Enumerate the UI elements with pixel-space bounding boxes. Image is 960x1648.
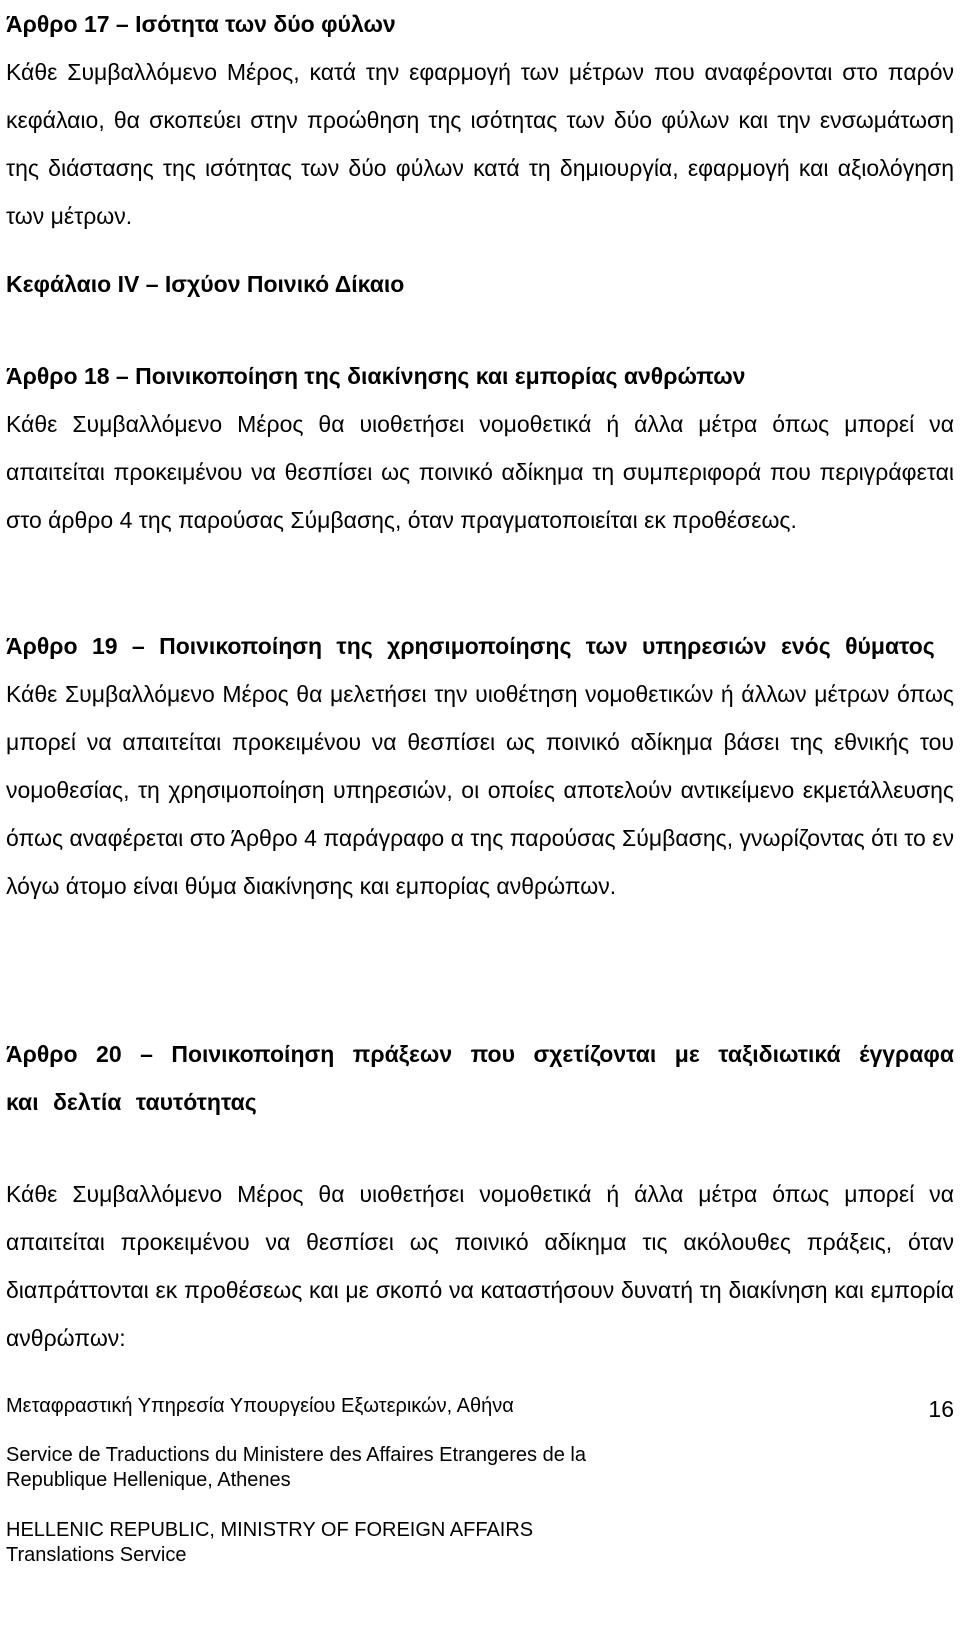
footer-greek-service: Μεταφραστική Υπηρεσία Υπουργείου Εξωτερικών, Αθήνα — [6, 1395, 514, 1417]
chapter-4-title: Κεφάλαιο IV – Ισχύον Ποινικό Δίκαιο — [6, 271, 405, 297]
article-17-body: Κάθε Συμβαλλόμενο Μέρος, κατά την εφαρμογή των μέτρων που αναφέρονται στο παρόν κεφάλαιο, θα σκοπεύει στην προώθηση της ισότητας των δύο φύλων και την ενσωμάτωση της διάστασης της ισότητας των δύο φύλων κατά τη δημιουργία, εφαρμογή και αξιολόγηση των μέτρων. — [6, 59, 954, 229]
article-17 — [6, 0, 954, 240]
footer-english-line-2: Translations Service — [6, 1544, 187, 1566]
page-number: 16 — [928, 1396, 954, 1422]
article-18-body: Κάθε Συμβαλλόμενο Μέρος θα υιοθετήσει νομοθετικά ή άλλα μέτρα όπως μπορεί να απαιτείται προκειμένου να θεσπίσει ως ποινικό αδίκημα τη συμπεριφορά που περιγράφεται στο άρθρο 4 της παρούσας Σύμβασης, όταν πραγματοποιείται εκ προθέσεως. — [6, 411, 954, 533]
article-18-title: Άρθρο 18 – Ποινικοποίηση της διακίνησης και εμπορίας ανθρώπων — [6, 363, 746, 389]
article-20 — [6, 1030, 954, 1362]
article-18 — [6, 352, 954, 544]
article-17-title: Άρθρο 17 – Ισότητα των δύο φύλων — [6, 11, 396, 37]
footer-english-line-1: HELLENIC REPUBLIC, MINISTRY OF FOREIGN AFFAIRS — [6, 1519, 534, 1541]
article-19-title: Άρθρο 19 – Ποινικοποίηση της χρησιμοποίησης των υπηρεσιών ενός θύματος — [6, 633, 935, 659]
article-19 — [6, 622, 954, 910]
article-20-title: Άρθρο 20 – Ποινικοποίηση πράξεων που σχετίζονται με ταξιδιωτικά έγγραφα και δελτία ταυτότητας — [6, 1041, 954, 1115]
article-20-body: Κάθε Συμβαλλόμενο Μέρος θα υιοθετήσει νομοθετικά ή άλλα μέτρα όπως μπορεί να απαιτείται προκειμένου να θεσπίσει ως ποινικό αδίκημα τις ακόλουθες πράξεις, όταν διαπράττονται εκ προθέσεως και με σκοπό να καταστήσουν δυνατή τη διακίνηση και εμπορία ανθρώπων: — [6, 1181, 954, 1351]
chapter-4 — [6, 260, 954, 308]
footer-french-line-1: Service de Traductions du Ministere des Affaires Etrangeres de la — [6, 1444, 586, 1466]
footer-french-line-2: Republique Hellenique, Athenes — [6, 1469, 291, 1491]
article-19-body: Κάθε Συμβαλλόμενο Μέρος θα μελετήσει την υιοθέτηση νομοθετικών ή άλλων μέτρων όπως μπορεί να απαιτείται προκειμένου να θεσπίσει ως ποινικό αδίκημα βάσει της εθνικής του νομοθεσίας, τη χρησιμοποίηση υπηρεσιών, οι οποίες αποτελούν αντικείμενο εκμετάλλευσης όπως αναφέρεται στο Άρθρο 4 παράγραφο α της παρούσας Σύμβασης, γνωρίζοντας ότι το εν λόγω άτομο είναι θύμα διακίνησης και εμπορίας ανθρώπων. — [6, 681, 954, 899]
